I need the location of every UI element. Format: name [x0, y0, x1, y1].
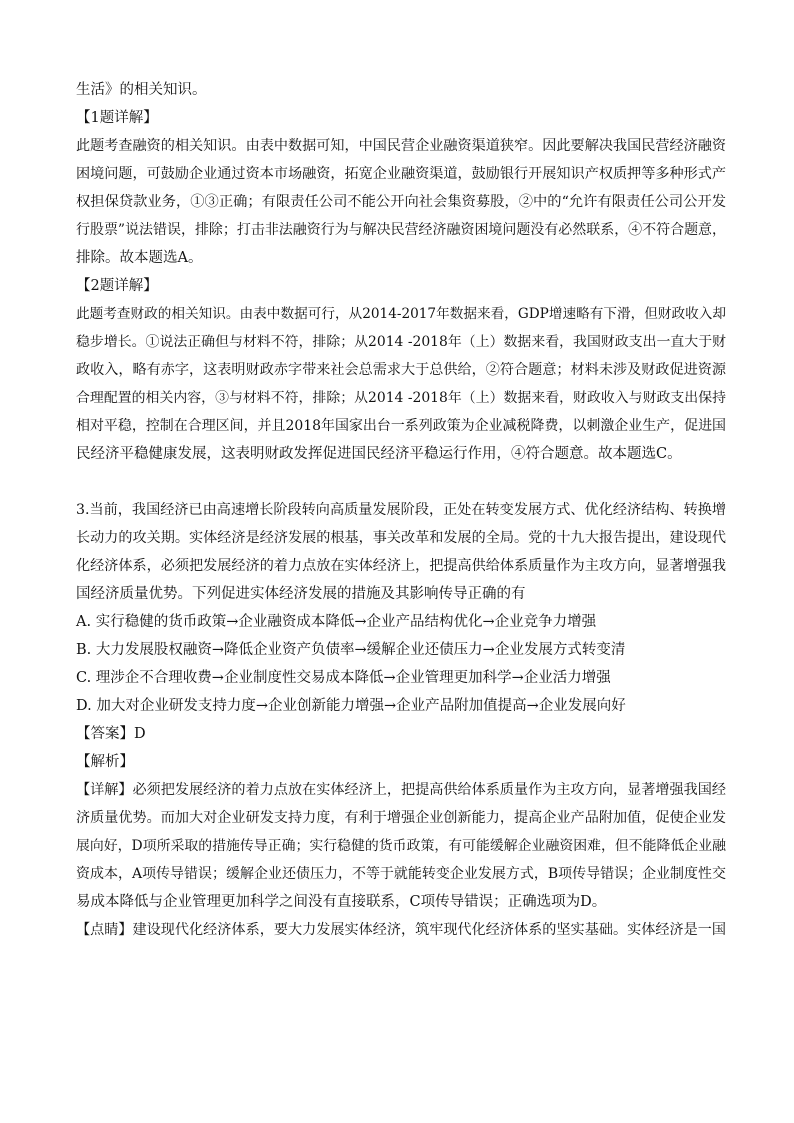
section1-line: 排除。故本题选A。	[76, 250, 203, 266]
option-c: C. 理涉企不合理收费→企业制度性交易成本降低→企业管理更加科学→企业活力增强	[76, 670, 611, 686]
question-stem-line: 长动力的攻关期。实体经济是经济发展的根基，事关改革和发展的全局。党的十九大报告提出，建设现代	[76, 530, 726, 546]
document-page	[76, 76, 726, 944]
detail-line: 展向好，D项所采取的措施传导正确；实行稳健的货币政策，有可能缓解企业融资困难，但不能降低企业融	[76, 838, 726, 854]
section2-line: 民经济平稳健康发展，这表明财政发挥促进国民经济平稳运行作用，④符合题意。故本题选C。	[76, 446, 682, 462]
detail-line: 【详解】必须把发展经济的着力点放在实体经济上，把提高供给体系质量作为主攻方向，显著增强我国经	[76, 782, 726, 798]
section2-line: 政收入，略有赤字，这表明财政赤字带来社会总需求大于总供给，②符合题意；材料未涉及财政促进资源	[76, 362, 726, 378]
answer-line: 【答案】D	[76, 726, 146, 742]
section1-line: 困境问题，可鼓励企业通过资本市场融资，拓宽企业融资渠道，鼓励银行开展知识产权质押等多种形式产	[76, 166, 726, 182]
intro-line: 生活》的相关知识。	[76, 82, 207, 98]
question-stem-line: 化经济体系，必须把发展经济的着力点放在实体经济上，把提高供给体系质量作为主攻方向，显著增强我	[76, 558, 726, 574]
question-stem-line: 3.当前，我国经济已由高速增长阶段转向高质量发展阶段，正处在转变发展方式、优化经济结构、转换增	[76, 502, 726, 518]
section2-line: 合理配置的相关内容，③与材料不符，排除；从2014 -2018年（上）数据来看，财政收入与财政支出保持	[76, 390, 726, 406]
section2-line: 稳步增长。①说法正确但与材料不符，排除；从2014 -2018年（上）数据来看，我国财政支出一直大于财	[76, 334, 726, 350]
section2-line: 相对平稳，控制在合理区间，并且2018年国家出台一系列政策为企业减税降费，以刺激企业生产，促进国	[76, 418, 726, 434]
option-a: A. 实行稳健的货币政策→企业融资成本降低→企业产品结构优化→企业竞争力增强	[76, 614, 597, 630]
section1-line: 此题考查融资的相关知识。由表中数据可知，中国民营企业融资渠道狭窄。因此要解决我国民营经济融资	[76, 138, 726, 154]
detail-line: 济质量优势。而加大对企业研发支持力度，有利于增强企业创新能力，提高企业产品附加值，促使企业发	[76, 810, 726, 826]
analysis-heading: 【解析】	[76, 754, 134, 770]
section2-line: 此题考查财政的相关知识。由表中数据可行，从2014-2017年数据来看，GDP增速略有下滑，但财政收入却	[76, 306, 726, 322]
paragraph-spacer	[76, 468, 726, 496]
section1-line: 行股票”说法错误，排除；打击非法融资行为与解决民营经济融资困境问题没有必然联系，④不符合题意，	[76, 222, 726, 238]
section2-heading: 【2题详解】	[76, 278, 158, 294]
question-stem-line: 国经济质量优势。下列促进实体经济发展的措施及其影响传导正确的有	[76, 586, 526, 602]
detail-line: 易成本降低与企业管理更加科学之间没有直接联系，C项传导错误；正确选项为D。	[76, 894, 607, 910]
detail-line: 资成本，A项传导错误；缓解企业还债压力，不等于就能转变企业发展方式，B项传导错误；企业制度性交	[76, 866, 726, 882]
comment-line: 【点睛】建设现代化经济体系，要大力发展实体经济，筑牢现代化经济体系的坚实基础。实体经济是一国	[76, 922, 726, 938]
section1-heading: 【1题详解】	[76, 110, 158, 126]
option-b: B. 大力发展股权融资→降低企业资产负债率→缓解企业还债压力→企业发展方式转变清	[76, 642, 626, 658]
section1-line: 权担保贷款业务，①③正确；有限责任公司不能公开向社会集资募股，②中的“允许有限责任公司公开发	[76, 194, 726, 210]
option-d: D. 加大对企业研发支持力度→企业创新能力增强→企业产品附加值提高→企业发展向好	[76, 698, 626, 714]
